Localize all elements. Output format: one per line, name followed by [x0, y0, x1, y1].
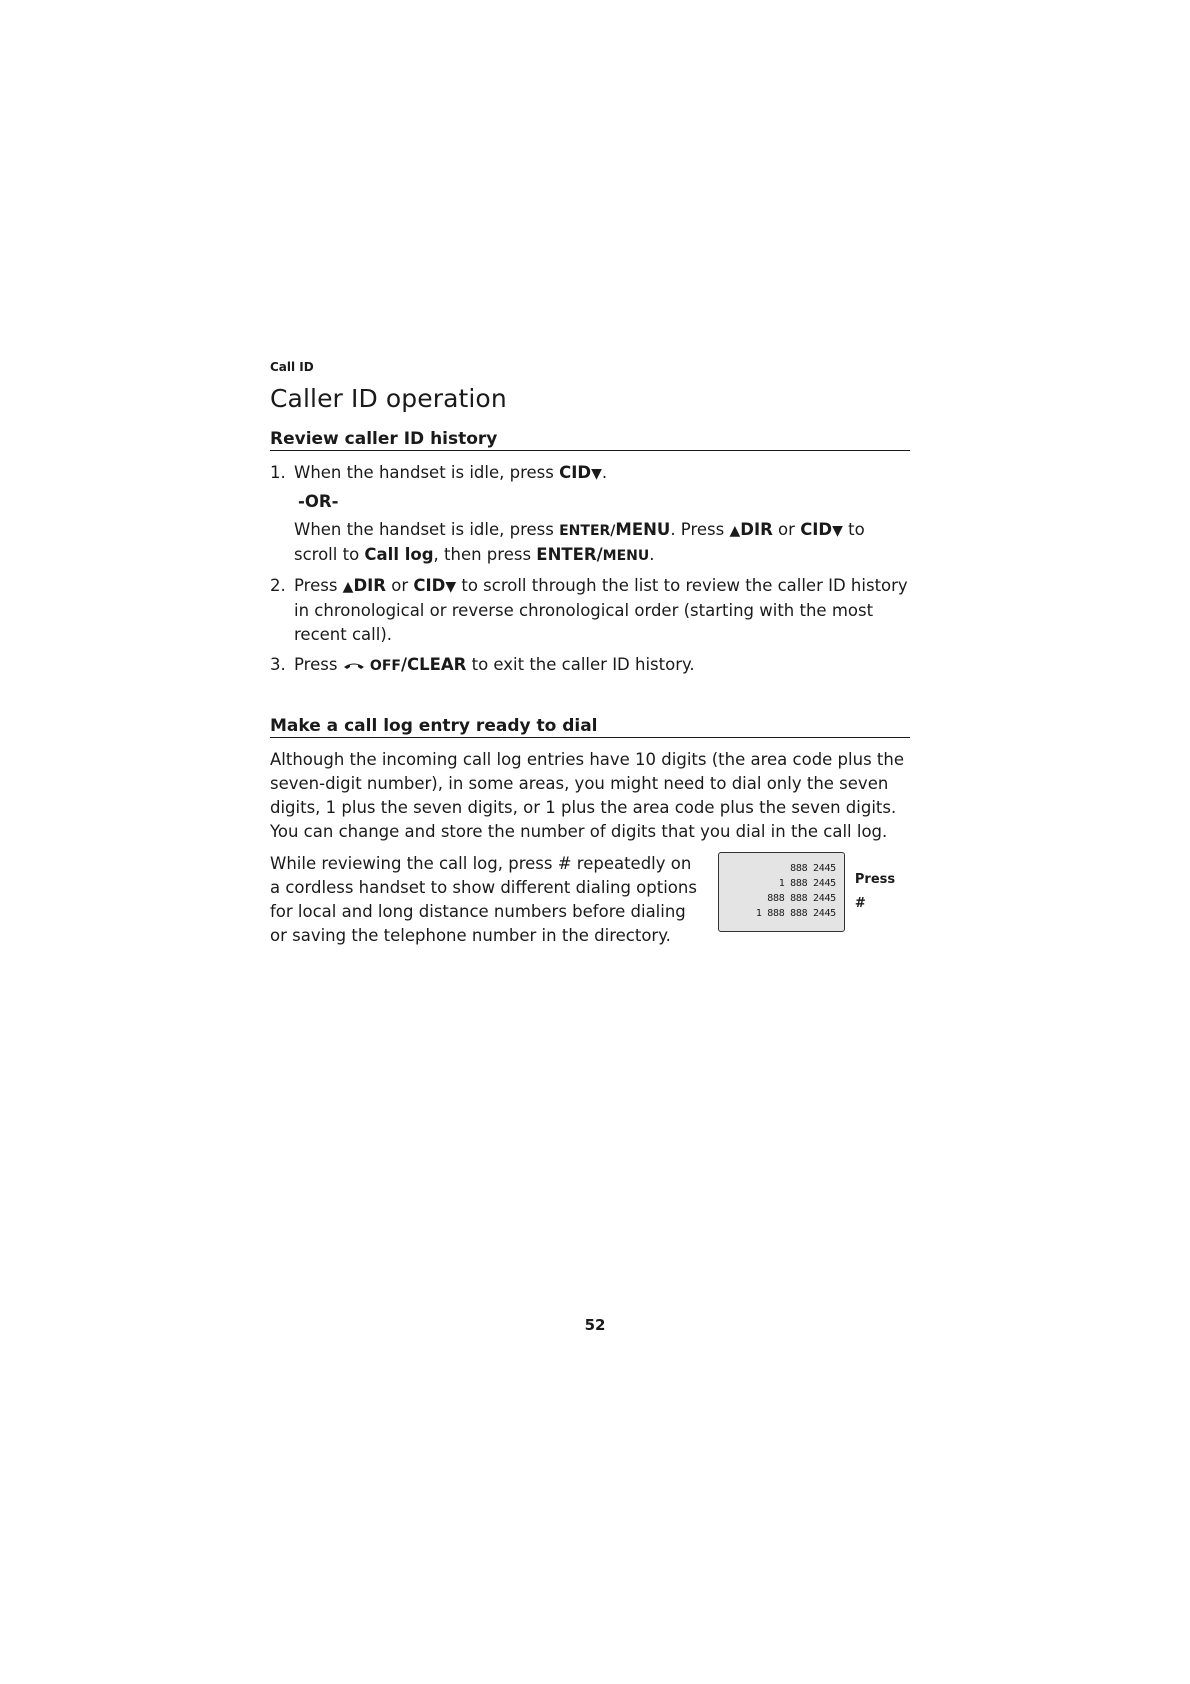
- lcd-line: 888 888 2445: [767, 893, 836, 904]
- page-title: Caller ID operation: [270, 384, 507, 413]
- up-triangle-icon: ▲: [342, 579, 354, 595]
- lcd-caption: Press #: [854, 872, 896, 911]
- step-1: 1. When the handset is idle, press CID▼. -OR- When the handset is idle, press ENTER/MENU. Press ▲DIR or CID▼ to scroll to Call log, then press ENTER/MENU.: [270, 461, 910, 568]
- reviewing-paragraph: While reviewing the call log, press # repeatedly on a cordless handset to show different dialing options for local and long distance numbers before dialing or saving the telephone number in the directory.: [270, 854, 697, 945]
- step-number: 1.: [270, 463, 286, 482]
- page-number: 52: [584, 1316, 606, 1334]
- step-number: 3.: [270, 655, 286, 674]
- step-3: 3. Press OFF/CLEAR to exit the caller ID history.: [270, 653, 910, 678]
- lcd-screen: [718, 852, 845, 932]
- down-triangle-icon: ▼: [445, 579, 457, 595]
- or-separator: -OR-: [298, 492, 339, 511]
- up-triangle-icon: ▲: [729, 523, 741, 539]
- make-entry-heading: Make a call log entry ready to dial: [270, 716, 910, 738]
- down-triangle-icon: ▼: [591, 466, 602, 482]
- review-steps: [270, 461, 910, 678]
- lcd-illustration: [718, 852, 910, 932]
- review-heading: Review caller ID history: [270, 429, 910, 451]
- lcd-line: 1 888 2445: [778, 878, 836, 889]
- manual-page: [270, 360, 910, 948]
- step-number: 2.: [270, 576, 286, 595]
- phone-handset-icon: [343, 661, 365, 671]
- lcd-line: 1 888 888 2445: [755, 908, 836, 919]
- step-2: 2. Press ▲DIR or CID▼ to scroll through the list to review the caller ID history in chronological or reverse chronological order (starting with the most recent call).: [270, 574, 910, 647]
- intro-paragraph: Although the incoming call log entries have 10 digits (the area code plus the seven-digit number), in some areas, you might need to dial only the seven digits, 1 plus the seven digits, or 1 plus the area code plus the seven digits. You can change and store the number of digits that you dial in the call log.: [270, 750, 904, 841]
- section-label: Call ID: [270, 360, 314, 374]
- down-triangle-icon: ▼: [832, 523, 843, 539]
- lcd-line: 888 2445: [790, 863, 836, 874]
